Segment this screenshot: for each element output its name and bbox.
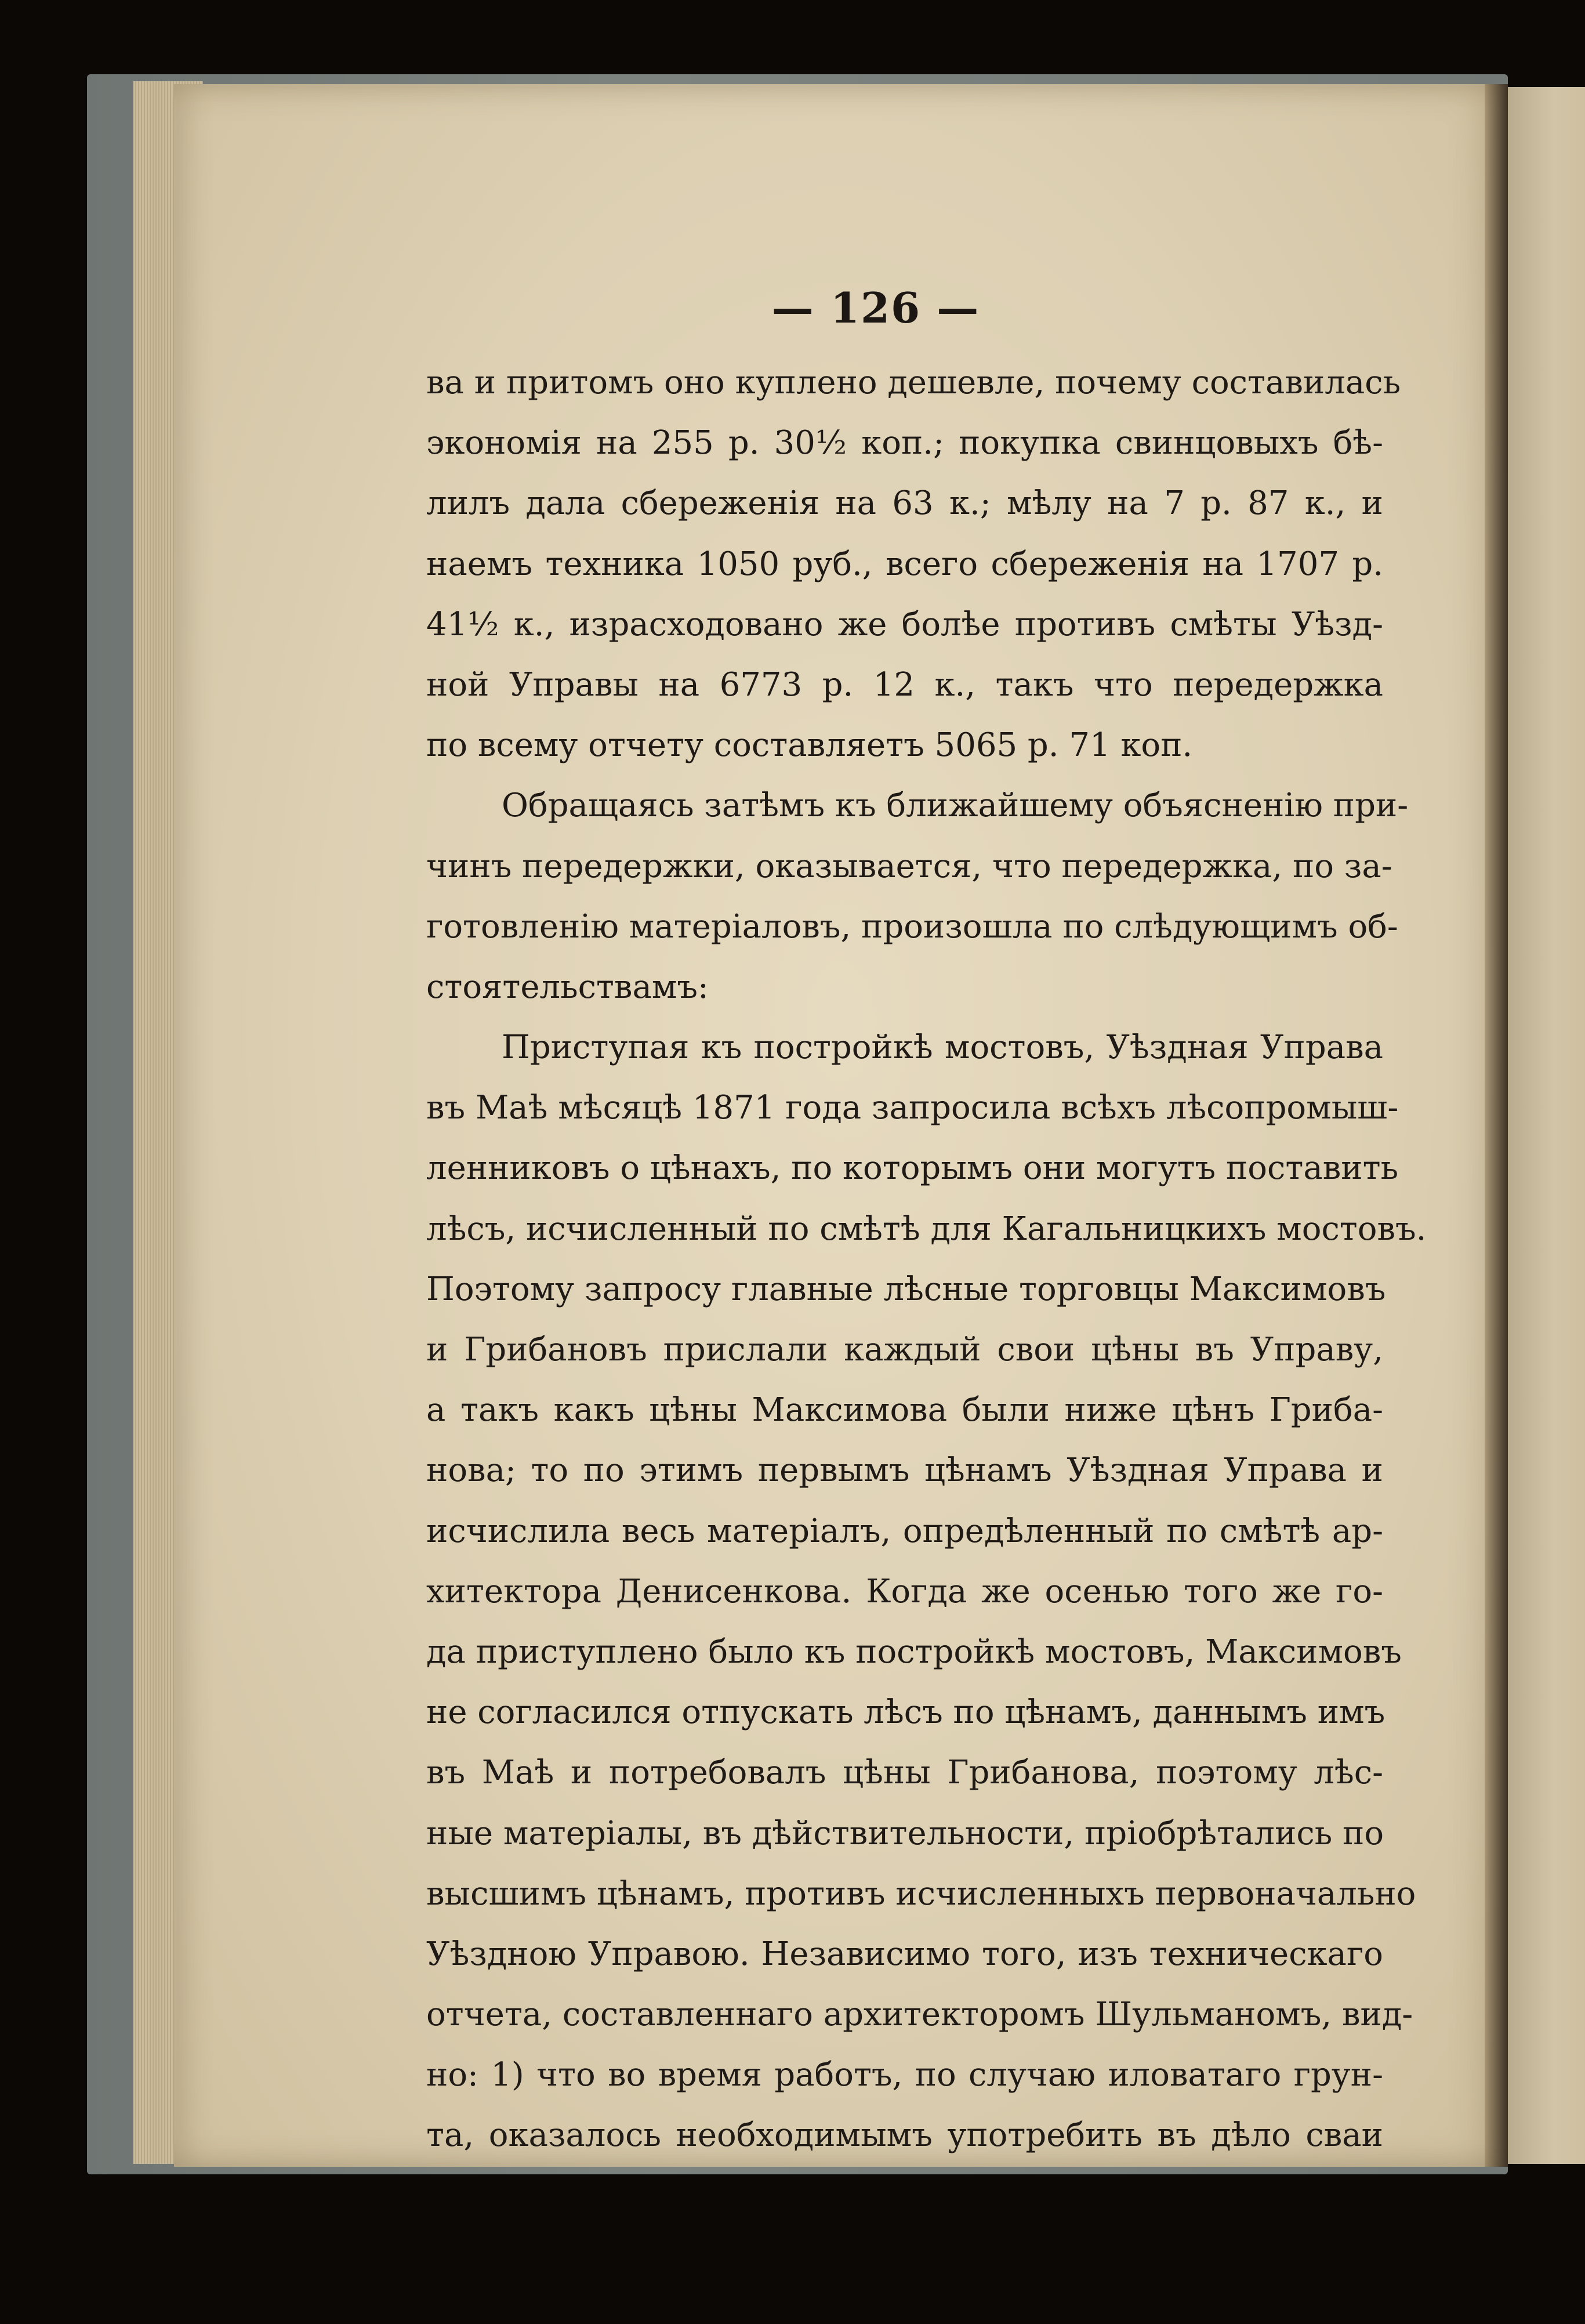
text-line: ной Управы на 6773 р. 12 к., такъ что передержка [426,665,1383,704]
text-line: лилъ дала сбереженія на 63 к.; мѣлу на 7 р. 87 к., и [426,484,1383,523]
text-line: отчета, составленнаго архитекторомъ Шульманомъ, вид- [426,1996,1413,2034]
text-line: лѣсъ, исчисленный по смѣтѣ для Кагальницкихъ мостовъ. [426,1210,1427,1248]
text-line: въ Маѣ мѣсяцѣ 1871 года запросила всѣхъ лѣсопромыш- [426,1089,1399,1127]
text-line: и Грибановъ прислали каждый свои цѣны въ Управу, [426,1331,1383,1369]
text-line: Уѣздною Управою. Независимо того, изъ техническаго [426,1935,1383,1973]
text-line: по всему отчету составляетъ 5065 р. 71 коп. [426,726,1193,765]
text-line: но: 1) что во время работъ, по случаю иловатаго грун- [426,2056,1383,2094]
text-line: Поэтому запросу главные лѣсные торговцы Максимовъ [426,1270,1386,1308]
text-line: въ Маѣ и потребовалъ цѣны Грибанова, поэтому лѣс- [426,1754,1383,1792]
page-number: — 126 — [771,283,980,332]
text-line: ные матеріалы, въ дѣйствительности, пріобрѣтались по [426,1814,1384,1852]
text-line: высшимъ цѣнамъ, противъ исчисленныхъ первоначально [426,1874,1416,1913]
text-line: а такъ какъ цѣны Максимова были ниже цѣнъ Гриба- [426,1391,1383,1429]
text-line: стоятельствамъ: [426,968,709,1006]
text-line: та, оказалось необходимымъ употребить въ дѣло сваи [426,2116,1383,2155]
facing-page-edge [1508,87,1585,2164]
page-gutter [1485,84,1508,2167]
text-line: 41½ к., израсходовано же болѣе противъ смѣты Уѣзд- [426,605,1383,643]
text-line: не согласился отпускать лѣсъ по цѣнамъ, даннымъ имъ [426,1693,1385,1732]
text-line: наемъ техника 1050 руб., всего сбереженія на 1707 р. [426,545,1383,583]
text-line: экономія на 255 р. 30½ коп.; покупка свинцовыхъ бѣ- [426,424,1383,462]
text-line: Обращаясь затѣмъ къ ближайшему объясненію при- [502,787,1409,825]
text-line: хитектора Денисенкова. Когда же осенью того же го- [426,1572,1383,1610]
text-line: нова; то по этимъ первымъ цѣнамъ Уѣздная Управа и [426,1451,1383,1490]
text-line: ленниковъ о цѣнахъ, по которымъ они могутъ поставить [426,1149,1399,1188]
text-line: готовленію матеріаловъ, произошла по слѣдующимъ об- [426,907,1398,946]
text-line: чинъ передержки, оказывается, что передержка, по за- [426,847,1392,885]
text-line: Приступая къ постройкѣ мостовъ, Уѣздная Управа [502,1029,1383,1067]
body-text [426,353,1427,2166]
text-line: ва и притомъ оно куплено дешевле, почему составилась [426,364,1401,401]
text-line: да приступлено было къ постройкѣ мостовъ, Максимовъ [426,1632,1402,1671]
text-line: исчислила весь матеріалъ, опредѣленный по смѣтѣ ар- [426,1512,1383,1550]
